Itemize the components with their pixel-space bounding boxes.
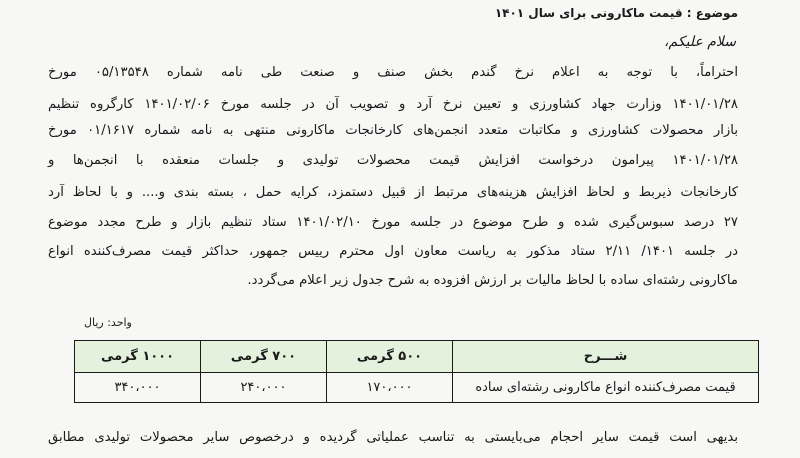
header-500g: ۵۰۰ گرمی	[327, 341, 453, 373]
price-table	[74, 340, 759, 403]
letter-greeting: سلام علیکم،	[664, 34, 736, 50]
body-line: در جلسه ۱۴۰۱/ ۲/۱۱ ستاد مذکور به ریاست معاون اول محترم رییس جمهور، حداکثر قیمت مصرف‌کننده انواع	[48, 244, 739, 259]
price-1000g: ۳۴۰،۰۰۰	[75, 373, 201, 403]
table-header-row	[75, 341, 759, 373]
footer-line: بدیهی است قیمت سایر احجام می‌بایستی به تناسب عملیاتی گردیده و درخصوص سایر محصولات تولیدی مطابق	[48, 430, 738, 445]
body-line: احتراماً، با توجه به اعلام نرخ گندم بخش صنف و صنعت طی نامه شماره ۰۵/۱۳۵۴۸ مورخ	[48, 65, 738, 80]
body-line: ۱۴۰۱/۰۱/۲۸ پیرامون درخواست افزایش قیمت محصولات تولیدی و جلسات منعقده با انجمن‌ها و	[48, 153, 738, 168]
body-line: ۲۷ درصد سبوس‌گیری شده و طرح موضوع در جلسه مورخ ۱۴۰۱/۰۲/۱۰ ستاد تنظیم بازار و طرح مجدد موضوع	[48, 215, 739, 230]
header-description: شـــرح	[453, 341, 759, 373]
letter-subject: موضوع : قیمت ماکارونی برای سال ۱۴۰۱	[494, 6, 738, 20]
table-row	[75, 373, 759, 403]
unit-label: واحد: ریال	[84, 316, 132, 329]
body-line: ۱۴۰۱/۰۱/۲۸ وزارت جهاد کشاورزی و تعیین نرخ آرد و تصویب آن در جلسه مورخ ۱۴۰۱/۰۲/۰۶ کارگروه تنظیم	[48, 97, 738, 112]
header-700g: ۷۰۰ گرمی	[201, 341, 327, 373]
row-description: قیمت مصرف‌کننده انواع ماکارونی رشته‌ای ساده	[453, 373, 759, 403]
price-700g: ۲۴۰،۰۰۰	[201, 373, 327, 403]
price-500g: ۱۷۰،۰۰۰	[327, 373, 453, 403]
header-1000g: ۱۰۰۰ گرمی	[75, 341, 201, 373]
body-line: کارخانجات ذیربط و لحاظ افزایش هزینه‌های مرتبط از قبیل دستمزد، کرایه حمل ، بسته بندی و.... و با لحاظ آرد	[48, 185, 738, 200]
body-line: بازار محصولات کشاورزی و مکاتبات متعدد انجمن‌های کارخانجات ماکارونی منتهی به نامه شماره ۰۱/۱۶۱۷ مورخ	[48, 123, 738, 138]
body-line: ماکارونی رشته‌ای ساده با لحاظ مالیات بر ارزش افزوده به شرح جدول زیر اعلام می‌گردد.	[247, 273, 738, 288]
